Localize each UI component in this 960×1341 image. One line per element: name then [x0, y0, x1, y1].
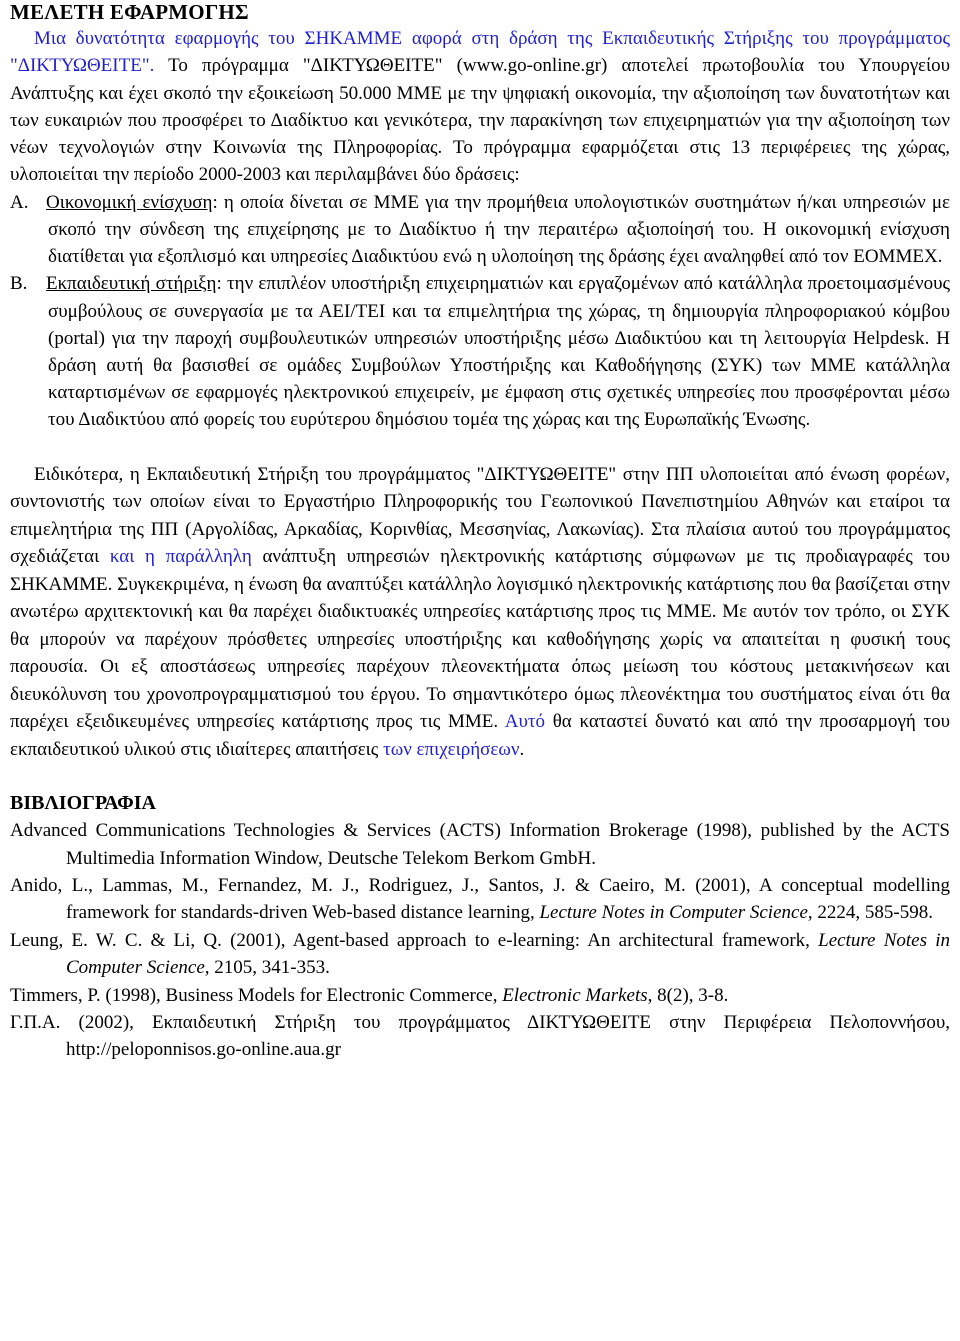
details-text-2: ανάπτυξη υπηρεσιών ηλεκτρονικής κατάρτισης σύμφωνων με τις προδιαγραφές του ΣΗΚΑΜΜΕ. Συγκεκριμένα, η ένωση θα αναπτύξει κατάλληλο λογισμικό ηλεκτρονικής κατάρτισης που θα βασίζεται στην ανωτέρω αρχιτεκτονική και θα παρέχει διαδικτυακές υπηρεσίες κατάρτισης προς τις ΜΜΕ. Με αυτόν τον τρόπο, οι ΣΥΚ θα μπορούν να παρέχουν πρόσθετες υπηρεσίες υποστήριξης και καθοδήγησης χωρίς να απαιτείται η φυσική τους παρουσία. Οι εξ αποστάσεως υπηρεσίες παρέχουν πλεονεκτήματα όπως μείωση του κόστους μετακινήσεων και διευκόλυνση του χρονοπρογραμματισμού του έργου. Το σημαντικότερο όμως πλεονέκτημα του συστήματος είναι ότι θα παρέχει εξειδικευμένες υπηρεσίες κατάρτισης προς τις ΜΜΕ. — [10, 546, 950, 733]
bib-journal: Lecture Notes in Computer Science — [66, 929, 950, 979]
details-text-1: Ειδικότερα, η Εκπαιδευτική Στήριξη του προγράμματος "ΔΙΚΤΥΩΘΕΙΤΕ" στην ΠΠ υλοποιείται από ένωση φορέων, συντονιστής των οποίων είναι το Εργαστήριο Πληροφορικής του Γεωπονικού Πανεπιστημίου Αθηνών και εταίροι τα επιμελητήρια της ΠΠ (Αργολίδας, Αρκαδίας, Κορινθίας, Μεσσηνίας, Λακωνίας). Στα πλαίσια αυτού του προγράμματος σχεδιάζεται — [10, 463, 950, 568]
bibliography-entry — [10, 1009, 950, 1064]
section-title: ΜΕΛΕΤΗ ΕΦΑΡΜΟΓΗΣ — [10, 0, 249, 24]
bib-text: Leung, E. W. C. & Li, Q. (2001), Agent-based approach to e-learning: An architectural framework, — [10, 929, 819, 951]
bib-tail: , 2224, 585-598. — [807, 902, 933, 924]
intro-highlight: Μια δυνατότητα εφαρμογής του ΣΗΚΑΜΜΕ αφορά στη δράση της Εκπαιδευτικής Στήριξης του προγράμματος "ΔΙΚΤΥΩΘΕΙΤΕ". — [10, 28, 950, 77]
action-text: : την επιπλέον υποστήριξη επιχειρηματιών και εργαζομένων από κατάλληλα προετοιμασμένους συμβούλους σε συνεργασία με τα ΑΕΙ/ΤΕΙ και τα επιμελητήρια της χώρας, τη δημιουργία πληροφοριακού κόμβου (portal) για την παροχή συμβουλευτικών υπηρεσιών υποστήριξης μέσω Διαδικτύου και τη λειτουργία Helpdesk. Η δράση αυτή θα βασισθεί σε ομάδες Συμβούλων Υποστήριξης και Καθοδήγησης (ΣΥΚ) των ΜΜΕ κατάλληλα καταρτισμένων σε εφαρμογές ηλεκτρονικού επιχειρείν, με έμφαση στις σχετικές υπηρεσίες που προσφέρονται μέσω του Διαδικτύου από φορείς του ευρύτερου δημόσιου τομέα της χώρας και της Ευρωπαϊκής Ένωσης. — [48, 273, 951, 431]
bibliography-entry — [10, 817, 950, 872]
action-body — [10, 270, 950, 433]
action-item-a — [10, 189, 950, 271]
intro-paragraph — [10, 25, 950, 189]
action-marker: Α. — [10, 191, 29, 213]
action-heading: Οικονομική ενίσχυση — [46, 191, 213, 213]
bibliography-entry — [10, 982, 950, 1009]
bibliography-entry — [10, 927, 950, 982]
details-highlight-2: Αυτό — [504, 711, 546, 733]
details-text-4: . — [519, 738, 525, 760]
bib-text: Γ.Π.Α. (2002), Εκπαιδευτική Στήριξη του προγράμματος ΔΙΚΤΥΩΘΕΙΤΕ στην Περιφέρεια Πελοποννήσου, http://peloponnisos.go-online.aua.gr — [10, 1011, 950, 1061]
intro-text: Το πρόγραμμα "ΔΙΚΤΥΩΘΕΙΤΕ" (www.go-online.gr) αποτελεί πρωτοβουλία του Υπουργείου Ανάπτυξης και έχει σκοπό την εξοικείωση 50.000 ΜΜΕ με την ψηφιακή οικονομία, την αξιοποίηση των δυνατοτήτων και των ευκαιριών που προσφέρει το Διαδίκτυο και γενικότερα, την παρακίνηση των επιχειρηματιών για την αξιοποίηση των νέων τεχνολογιών στην Κοινωνία της Πληροφορίας. Το πρόγραμμα εφαρμόζεται στις 13 περιφέρειες της χώρας, υλοποιείται την περίοδο 2000-2003 και περιλαμβάνει δύο δράσεις: — [10, 55, 950, 186]
bib-tail: , 8(2), 3-8. — [647, 984, 729, 1006]
action-heading: Εκπαιδευτική στήριξη — [46, 273, 217, 295]
details-highlight-1: και η παράλληλη — [109, 546, 252, 568]
action-text: : η οποία δίνεται σε ΜΜΕ για την προμήθεια υπολογιστικών συστημάτων ή/και υπηρεσιών με σκοπό την σύνδεση της επιχείρησης με το Διαδίκτυο ή την περαιτέρω αξιοποίησή του. Η οικονομική ενίσχυση διατίθεται για εξοπλισμό και υπηρεσίες Διαδικτύου ενώ η υλοποίηση της δράσης έχει αναληφθεί από τον ΕΟΜΜΕΧ. — [48, 191, 950, 268]
action-body — [10, 189, 950, 271]
bib-journal: Electronic Markets — [502, 984, 648, 1006]
bib-text: Advanced Communications Technologies & Services (ACTS) Information Brokerage (1998), published by the ACTS Multimedia Information Window, Deutsche Telekom Berkom GmbH. — [10, 820, 950, 869]
bibliography-entry — [10, 872, 950, 927]
bib-tail: , 2105, 341-353. — [204, 957, 330, 979]
action-item-b — [10, 270, 950, 433]
details-text-3: θα καταστεί δυνατό και από την προσαρμογή του εκπαιδευτικού υλικού στις ιδιαίτερες απαιτήσεις — [10, 711, 951, 760]
bibliography-title: ΒΙΒΛΙΟΓΡΑΦΙΑ — [10, 792, 156, 815]
bib-text: Anido, L., Lammas, M., Fernandez, M. J., Rodriguez, J., Santos, J. & Caeiro, M. (2001), A conceptual modelling framework for standards-driven Web-based distance learning, — [10, 874, 950, 924]
bib-journal: Lecture Notes in Computer Science — [539, 902, 808, 924]
action-marker: Β. — [10, 273, 28, 295]
bib-text: Timmers, P. (1998), Business Models for Electronic Commerce, — [10, 984, 503, 1006]
details-highlight-3: των επιχειρήσεων — [383, 738, 520, 760]
details-paragraph — [10, 461, 950, 764]
